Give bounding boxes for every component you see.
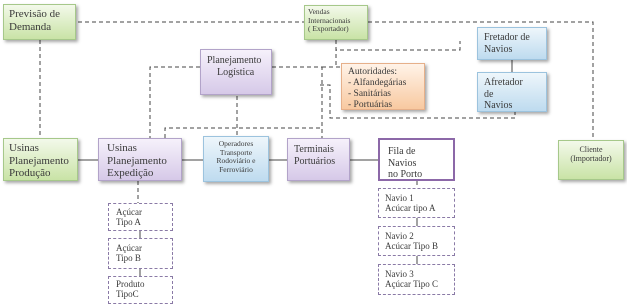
node-usinas-producao: [3, 138, 78, 181]
node-navio2-line-2: Acúcar Tipo B: [385, 241, 439, 252]
node-navio1-line-1: Navio 1: [385, 193, 414, 203]
node-acucar-tipo-a: [108, 203, 173, 231]
node-fila-line-1: Fila de Navios: [388, 146, 417, 169]
node-acucar-a-line-1: Açúcar: [116, 207, 142, 217]
node-expedicao-line-1: Usinas: [107, 142, 137, 154]
node-autoridades-line-4: - Portuárias: [348, 99, 393, 110]
node-terminais-portuarios: [287, 138, 350, 181]
node-afretador-line-3: Navios: [484, 100, 513, 111]
node-operadores-line-2: Transporte: [219, 147, 253, 157]
node-autoridades: [341, 63, 425, 110]
node-cliente-importador: [558, 140, 624, 180]
node-logistica-line-1: Planejamento: [207, 55, 262, 66]
node-autoridades-line-3: - Sanitárias: [348, 88, 392, 99]
node-operadores-line-4: Ferroviário: [219, 164, 253, 174]
node-afretador-line-2: de: [484, 88, 494, 100]
connector-vendas-afretador: [336, 40, 460, 50]
node-vendas-line-1: Vendas: [308, 7, 330, 16]
connector-logistica-left: [150, 67, 200, 138]
node-navio3-line-2: Açúcar Tipo C: [385, 279, 439, 290]
node-navio-3: [378, 264, 455, 295]
node-planejamento-logistica: [200, 49, 272, 95]
node-produto-c-line-2: TipoC: [116, 289, 139, 300]
node-operadores-line-1: Operadores: [218, 139, 254, 148]
node-cliente-line-2: (Importador): [570, 154, 612, 164]
node-navio-2: [378, 226, 455, 256]
node-previsao-line-2: Demanda: [9, 20, 52, 33]
node-produto-c-line-1: Produto: [116, 279, 145, 289]
node-expedicao-line-2: Planejamento: [107, 154, 167, 167]
node-fretador-line-2: Navios: [484, 43, 513, 55]
node-fila-line-2: no Porto: [388, 169, 423, 180]
node-producao-line-1: Usinas: [9, 142, 39, 154]
node-afretador-line-1: Afretador: [484, 77, 523, 88]
node-terminais-line-2: Portuários: [294, 155, 336, 167]
node-fila-navios: [378, 138, 455, 181]
node-navio2-line-1: Navio 2: [385, 231, 414, 241]
node-produto-tipo-c: [108, 276, 173, 304]
node-usinas-expedicao: [98, 138, 182, 181]
node-acucar-b-line-1: Açúcar: [116, 243, 142, 253]
node-navio1-line-2: Acúcar tipo A: [385, 203, 436, 214]
node-operadores-line-3: Rodoviário e: [216, 156, 256, 166]
node-previsao-demanda: [3, 4, 76, 40]
node-logistica-line-2: Logística: [217, 66, 255, 78]
node-previsao-line-1: Previsão de: [9, 8, 61, 20]
node-navio3-line-1: Navio 3: [385, 269, 414, 279]
node-fretador-navios: [477, 27, 547, 60]
node-expedicao-line-3: Expedição: [107, 167, 154, 180]
node-vendas-line-3: ( Exportador): [308, 24, 349, 34]
node-acucar-a-line-2: Tipo A: [116, 217, 141, 228]
node-acucar-b-line-2: Tipo B: [116, 253, 141, 264]
node-autoridades-line-1: Autoridades:: [348, 67, 398, 77]
node-producao-line-2: Planejamento: [9, 154, 69, 167]
node-vendas-internacionais: [304, 5, 368, 40]
node-acucar-tipo-b: [108, 238, 173, 269]
node-cliente-line-1: Cliente: [579, 145, 603, 154]
node-terminais-line-1: Terminais: [294, 144, 334, 155]
node-operadores-transporte: [203, 136, 269, 182]
node-vendas-line-2: Internacionais: [308, 15, 351, 25]
node-autoridades-line-2: - Alfandegárias: [348, 77, 407, 88]
connector-logistica-right: [272, 67, 322, 138]
node-afretador-navios: [477, 72, 547, 112]
node-navio-1: [378, 188, 455, 218]
node-fretador-line-1: Fretador de: [484, 32, 530, 43]
node-producao-line-3: Produção: [9, 167, 51, 180]
